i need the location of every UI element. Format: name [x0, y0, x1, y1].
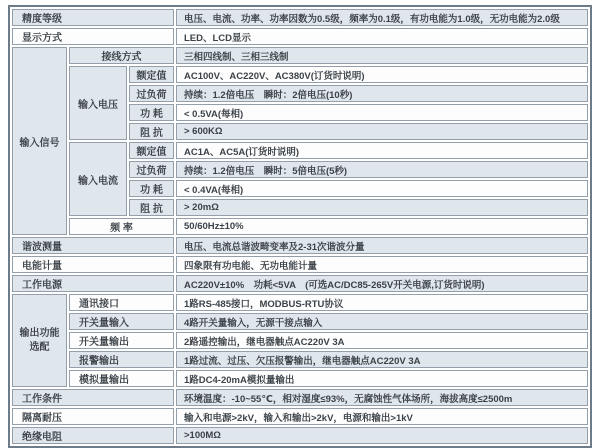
- spec-label-cell: 输入电流: [69, 142, 127, 216]
- spec-value-cell: 输入和电源>2kV，输入和输出>2kV，电源和输出>1kV: [176, 408, 588, 425]
- spec-value-cell: > 600KΩ: [176, 123, 588, 140]
- table-row: [12, 218, 588, 235]
- table-row: [12, 408, 588, 425]
- spec-value-cell: 电压、电流总谐波畸变率及2-31次谐波分量: [176, 237, 588, 254]
- spec-label-cell: 频 率: [69, 218, 174, 235]
- table-row: [12, 294, 588, 311]
- spec-label-cell: 开关量输出: [69, 332, 174, 349]
- table-row: [12, 28, 588, 45]
- spec-label-cell: 过负荷: [129, 161, 174, 178]
- spec-value-cell: LED、LCD显示: [176, 28, 588, 45]
- spec-label-cell: 阻 抗: [129, 123, 174, 140]
- spec-label-cell: 模拟量输出: [69, 370, 174, 387]
- spec-label-cell: 过负荷: [129, 85, 174, 102]
- spec-label-cell: 谐波测量: [12, 237, 174, 254]
- spec-value-cell: 1路RS-485接口，MODBUS-RTU协议: [176, 294, 588, 311]
- spec-label-cell: 额定值: [129, 142, 174, 159]
- spec-label-cell: 显示方式: [12, 28, 174, 45]
- spec-value-cell: AC100V、AC220V、AC380V(订货时说明): [176, 66, 588, 83]
- spec-value-cell: > 20mΩ: [176, 199, 588, 216]
- spec-label-cell: 输出功能选配: [12, 294, 67, 387]
- spec-label-cell: 报警输出: [69, 351, 174, 368]
- spec-label-cell: 隔离耐压: [12, 408, 174, 425]
- spec-value-cell: 持续：1.2倍电压 瞬时：2倍电压(10秒): [176, 85, 588, 102]
- spec-value-cell: AC1A、AC5A(订货时说明): [176, 142, 588, 159]
- spec-value-cell: AC220V±10% 功耗<5VA (可选AC/DC85-265V开关电源,订货时说明): [176, 275, 588, 292]
- spec-label-cell: 功 耗: [129, 104, 174, 121]
- table-row: [12, 9, 588, 26]
- spec-value-cell: 三相四线制、三相三线制: [176, 47, 588, 64]
- spec-label-cell: 电能计量: [12, 256, 174, 273]
- spec-table: [8, 5, 592, 448]
- spec-value-cell: 50/60Hz±10%: [176, 218, 588, 235]
- spec-label-cell: 接线方式: [69, 47, 174, 64]
- spec-label-cell: 工作电源: [12, 275, 174, 292]
- table-row: [12, 389, 588, 406]
- table-row: [12, 142, 588, 159]
- table-row: [12, 313, 588, 330]
- spec-value-cell: 4路开关量输入，无源干接点输入: [176, 313, 588, 330]
- table-row: [12, 427, 588, 444]
- spec-label-cell: 精度等级: [12, 9, 174, 26]
- table-row: [12, 66, 588, 83]
- spec-label-cell: 额定值: [129, 66, 174, 83]
- spec-label-cell: 开关量输入: [69, 313, 174, 330]
- spec-value-cell: >100MΩ: [176, 427, 588, 444]
- spec-value-cell: 电压、电流、功率、功率因数为0.5级，频率为0.1级，有功电能为1.0级，无功电能为2.0级: [176, 9, 588, 26]
- spec-label-cell: 输入信号: [12, 47, 67, 235]
- table-row: [12, 47, 588, 64]
- spec-label-cell: 工作条件: [12, 389, 174, 406]
- table-row: [12, 332, 588, 349]
- spec-label-cell: 绝缘电阻: [12, 427, 174, 444]
- spec-label-cell: 阻 抗: [129, 199, 174, 216]
- spec-label-cell: 输入电压: [69, 66, 127, 140]
- spec-value-cell: < 0.4VA(每相): [176, 180, 588, 197]
- table-row: [12, 275, 588, 292]
- spec-value-cell: 持续：1.2倍电压 瞬时：5倍电压(5秒): [176, 161, 588, 178]
- table-row: [12, 351, 588, 368]
- spec-value-cell: 四象限有功电能、无功电能计量: [176, 256, 588, 273]
- spec-label-cell: 通讯接口: [69, 294, 174, 311]
- spec-value-cell: 2路遥控输出，继电器触点AC220V 3A: [176, 332, 588, 349]
- spec-value-cell: < 0.5VA(每相): [176, 104, 588, 121]
- spec-table-body: [12, 9, 588, 444]
- spec-value-cell: 环境温度：-10~55℃，相对湿度≤93%，无腐蚀性气体场所，海拔高度≤2500m: [176, 389, 588, 406]
- table-row: [12, 256, 588, 273]
- table-row: [12, 237, 588, 254]
- spec-value-cell: 1路DC4-20mA模拟量输出: [176, 370, 588, 387]
- spec-label-cell: 功 耗: [129, 180, 174, 197]
- table-row: [12, 370, 588, 387]
- spec-value-cell: 1路过流、过压、欠压报警输出，继电器触点AC220V 3A: [176, 351, 588, 368]
